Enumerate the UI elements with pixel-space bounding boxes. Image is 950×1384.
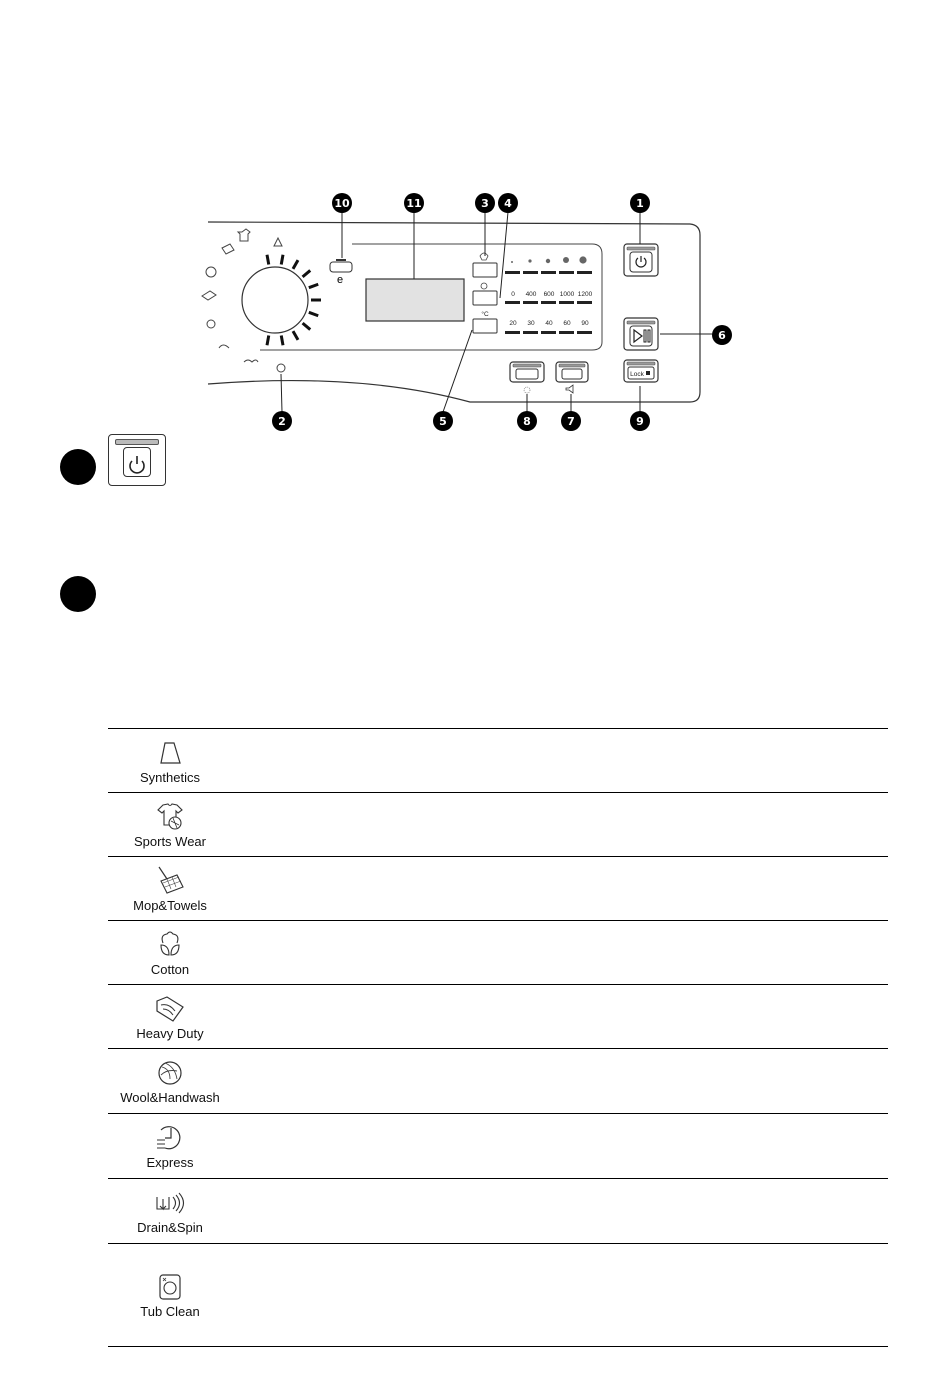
level-bar xyxy=(577,271,592,274)
dial-tick xyxy=(267,255,269,265)
temp-unit-label: °C xyxy=(481,311,489,318)
callout-10 xyxy=(332,193,352,213)
mute-button[interactable] xyxy=(556,362,588,393)
delay-button[interactable] xyxy=(510,362,544,393)
soil-level-indicators xyxy=(511,256,587,263)
svg-text:6: 6 xyxy=(718,329,726,342)
section-marker-2 xyxy=(60,576,96,612)
svg-text:4: 4 xyxy=(504,197,512,210)
eco-symbol: e xyxy=(336,274,344,286)
scale-label: 0 xyxy=(511,291,515,298)
mop-towels-icon xyxy=(153,865,187,897)
spin-speed-labels xyxy=(511,291,592,298)
level-bar xyxy=(523,271,538,274)
svg-text:7: 7 xyxy=(567,415,575,428)
svg-text:8: 8 xyxy=(523,415,531,428)
level-bar xyxy=(577,301,592,304)
callout-2 xyxy=(272,411,292,431)
option-buttons[interactable] xyxy=(473,263,497,333)
program-label: Mop&Towels xyxy=(133,897,207,913)
tub-clean-icon xyxy=(153,1271,187,1303)
scale-label: 30 xyxy=(527,320,535,327)
level-bar xyxy=(577,331,592,334)
dial-tick xyxy=(281,255,283,265)
svg-text:3: 3 xyxy=(481,197,489,210)
callout-markers xyxy=(272,193,732,431)
level-bar xyxy=(523,331,538,334)
power-button-large[interactable] xyxy=(108,434,166,486)
drain-spin-icon xyxy=(153,1187,187,1219)
scale-label: 600 xyxy=(543,291,555,298)
section-marker-1 xyxy=(60,449,96,485)
level-bar xyxy=(559,301,574,304)
program-label: Wool&Handwash xyxy=(120,1090,220,1105)
callout-8 xyxy=(517,411,537,431)
dial-tick xyxy=(281,335,283,345)
program-row-wool-handwash xyxy=(108,1049,888,1114)
dial-tick xyxy=(309,284,318,287)
dial-tick xyxy=(293,260,298,269)
svg-text:1: 1 xyxy=(636,197,644,210)
level-bar xyxy=(559,331,574,334)
dial-tick xyxy=(293,331,298,340)
program-row-cotton xyxy=(108,921,888,985)
sports-wear-icon xyxy=(153,801,187,833)
callout-11 xyxy=(404,193,424,213)
program-row-heavy-duty xyxy=(108,985,888,1049)
program-label: Cotton xyxy=(150,961,190,977)
heavy-duty-icon xyxy=(153,993,187,1025)
cotton-icon xyxy=(153,929,187,961)
temperature-labels xyxy=(509,320,589,327)
callout-1 xyxy=(630,193,650,213)
program-table xyxy=(108,728,888,1347)
scale-label: 1200 xyxy=(577,291,593,298)
control-panel-diagram xyxy=(0,0,950,470)
dial-tick xyxy=(303,323,311,329)
program-label: Sports Wear xyxy=(133,833,206,849)
program-dial[interactable] xyxy=(242,255,321,346)
power-icon xyxy=(109,435,165,485)
svg-text:9: 9 xyxy=(636,415,644,428)
express-icon xyxy=(153,1122,187,1154)
display-screen xyxy=(366,279,464,321)
start-pause-button[interactable] xyxy=(624,318,658,350)
dial-tick xyxy=(267,335,269,345)
program-row-mop-towels xyxy=(108,857,888,921)
level-bar xyxy=(541,301,556,304)
program-label: Synthetics xyxy=(140,769,200,785)
eco-button[interactable] xyxy=(330,260,352,286)
scale-label: 1000 xyxy=(559,291,575,298)
level-bar xyxy=(523,301,538,304)
callout-6 xyxy=(712,325,732,345)
level-bar xyxy=(505,331,520,334)
scale-label: 90 xyxy=(581,320,589,327)
synthetics-icon xyxy=(153,737,187,769)
level-bar xyxy=(559,271,574,274)
level-bar xyxy=(541,271,556,274)
level-bar xyxy=(505,271,520,274)
scale-label: 60 xyxy=(563,320,571,327)
program-label: Tub Clean xyxy=(140,1304,200,1319)
lock-button[interactable] xyxy=(624,360,658,382)
svg-text:5: 5 xyxy=(439,415,447,428)
scale-label: 20 xyxy=(509,320,517,327)
svg-text:10: 10 xyxy=(334,197,350,210)
scale-label: 40 xyxy=(545,320,553,327)
program-label: Drain&Spin xyxy=(137,1220,203,1235)
callout-3 xyxy=(475,193,495,213)
power-button-small[interactable] xyxy=(624,244,658,276)
callout-7 xyxy=(561,411,581,431)
svg-text:2: 2 xyxy=(278,415,286,428)
program-row-drain-spin xyxy=(108,1179,888,1244)
callout-5 xyxy=(433,411,453,431)
wool-handwash-icon xyxy=(153,1057,187,1089)
scale-label: 400 xyxy=(525,291,537,298)
lock-label: Lock xyxy=(630,371,644,378)
level-bar xyxy=(505,301,520,304)
program-row-tub-clean xyxy=(108,1244,888,1347)
program-row-synthetics xyxy=(108,729,888,793)
program-row-express xyxy=(108,1114,888,1179)
dial-tick xyxy=(303,270,311,276)
callout-9 xyxy=(630,411,650,431)
level-bar xyxy=(541,331,556,334)
program-row-sports-wear xyxy=(108,793,888,857)
program-label: Heavy Duty xyxy=(136,1025,204,1041)
callout-4 xyxy=(498,193,518,213)
program-label: Express xyxy=(146,1155,194,1170)
dial-tick xyxy=(309,312,318,315)
svg-text:11: 11 xyxy=(406,197,422,210)
